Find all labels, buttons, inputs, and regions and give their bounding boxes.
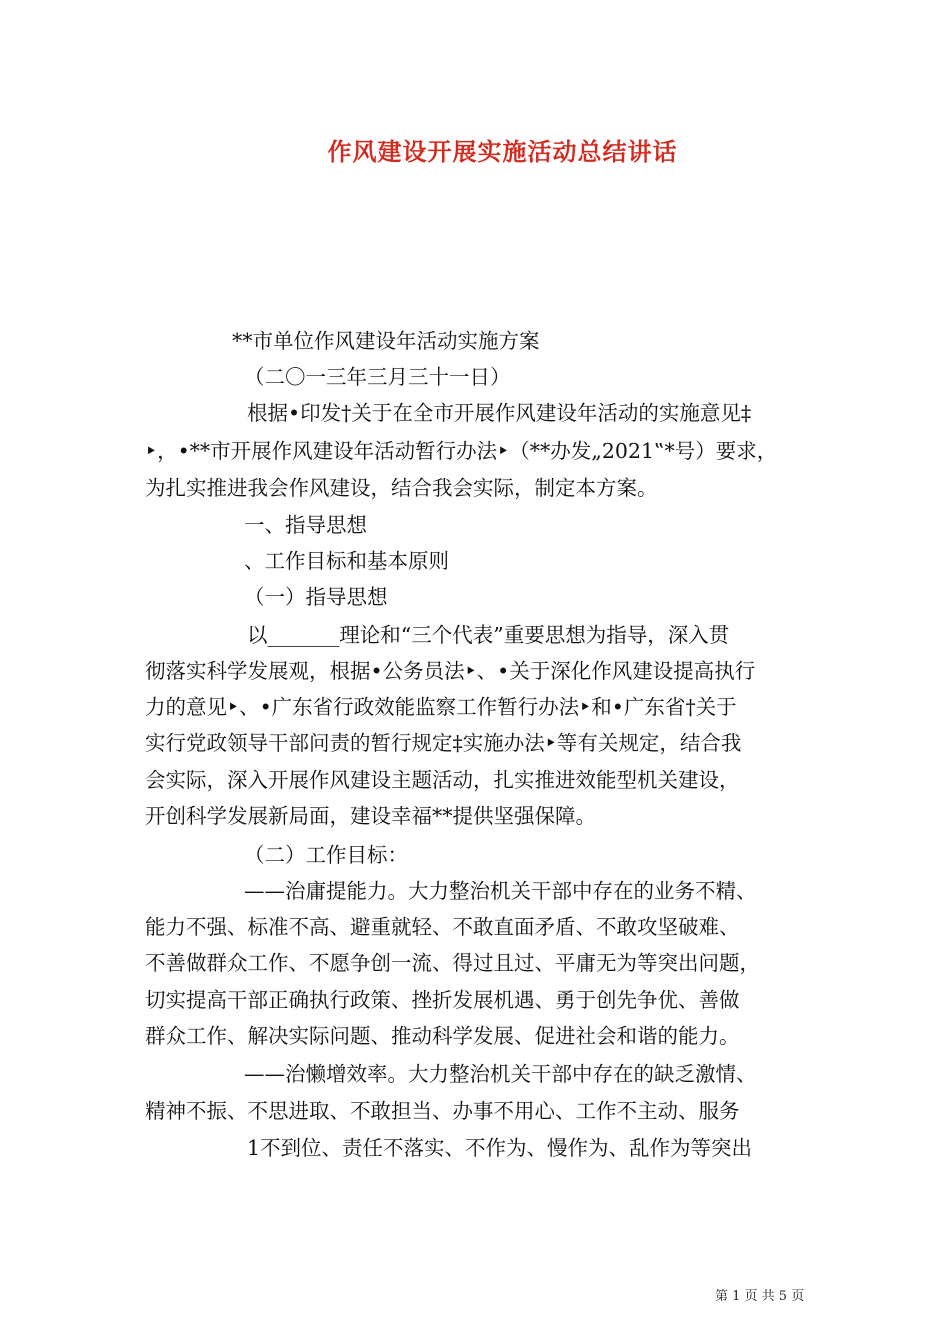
body-line: **市单位作风建设年活动实施方案 [232,329,540,353]
body-line: 为扎实推进我会作风建设，结合我会实际，制定本方案。 [145,476,658,500]
body-line: ——治懒增效率。大力整治机关干部中存在的缺乏激情、 [244,1062,757,1086]
body-line: 彻落实科学发展观，根据•公务员法‣、•关于深化作风建设提高执行 [145,659,756,683]
body-line: （二〇一三年三月三十一日） [244,365,511,389]
body-line: 一、指导思想 [244,513,367,537]
body-line: 1不到位、责任不落实、不作为、慢作为、乱作为等突出 [247,1136,753,1160]
body-line: 会实际，深入开展作风建设主题活动，扎实推进效能型机关建设， [145,768,740,792]
body-line: 开创科学发展新局面，建设幸福**提供坚强保障。 [145,804,596,828]
body-line: 以_______理论和“三个代表”重要思想为指导，深入贯 [247,623,730,647]
body-line: 力的意见‣、•广东省行政效能监察工作暂行办法‣和•广东省†关于 [145,695,737,719]
page-number: 第 1 页 共 5 页 [715,1289,805,1304]
body-line: （二）工作目标： [244,843,408,867]
body-line: 根据•印发†关于在全市开展作风建设年活动的实施意见‡ [247,401,752,425]
document-title: 作风建设开展实施活动总结讲话 [327,137,678,166]
body-line: ——治庸提能力。大力整治机关干部中存在的业务不精、 [244,879,757,903]
body-line: 能力不强、标准不高、避重就轻、不敢直面矛盾、不敢攻坚破难、 [145,915,740,939]
body-line: 实行党政领导干部问责的暂行规定‡实施办法‣等有关规定，结合我 [145,731,742,755]
body-line: （一）指导思想 [244,585,388,609]
body-line: 群众工作、解决实际问题、推动科学发展、促进社会和谐的能力。 [145,1024,740,1048]
body-line: 不善做群众工作、不愿争创一流、得过且过、平庸无为等突出问题， [145,951,760,975]
body-line: ‣，•**市开展作风建设年活动暂行办法‣（**办发„2021‟*号）要求， [145,439,778,463]
body-line: 精神不振、不思进取、不敢担当、办事不用心、工作不主动、服务 [145,1099,740,1123]
body-line: 、工作目标和基本原则 [244,549,449,573]
body-line: 切实提高干部正确执行政策、挫折发展机遇、勇于创先争优、善做 [145,988,740,1012]
